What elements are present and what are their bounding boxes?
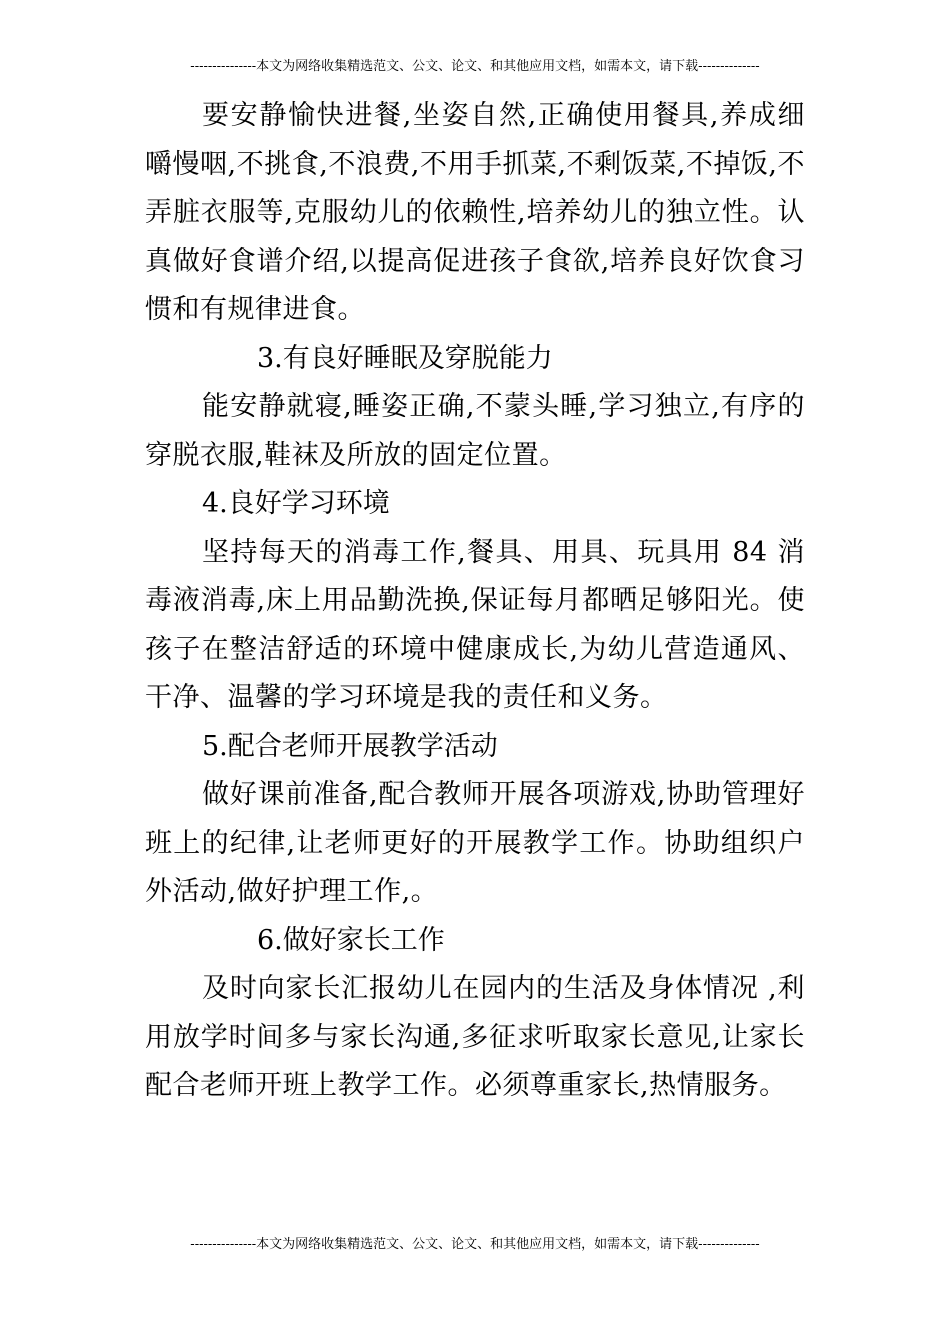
section-heading-teaching: 5.配合老师开展教学活动 [202,730,498,762]
paragraph-parents: 及时向家长汇报幼儿在园内的生活及身体情况 ,利用放学时间多与家长沟通,多征求听取家长意见,让家长配合老师开班上教学工作。必须尊重家长,热情服务。 [145,973,805,1101]
section-heading-environment: 4.良好学习环境 [202,488,390,519]
header-banner: ---------------本文为网络收集精选范文、公文、论文、和其他应用文档，如需本文，请下载-------------- [190,59,760,74]
paragraph-sleep: 能安静就寝,睡姿正确,不蒙头睡,学习独立,有序的穿脱衣服,鞋袜及所放的固定位置。 [145,391,805,471]
paragraph-teaching: 做好课前准备,配合教师开展各项游戏,协助管理好班上的纪律,让老师更好的开展教学工作。协助组织户外活动,做好护理工作,。 [145,779,805,907]
footer-banner: ---------------本文为网络收集精选范文、公文、论文、和其他应用文档，如需本文，请下载-------------- [190,1237,760,1252]
section-heading-sleep: 3.有良好睡眠及穿脱能力 [257,342,553,374]
document-body [145,92,805,1111]
paragraph-environment: 坚持每天的消毒工作,餐具、用具、玩具用 84 消毒液消毒,床上用品勤洗换,保证每月都晒足够阳光。使孩子在整洁舒适的环境中健康成长,为幼儿营造通风、干净、温馨的学习环境是我的责任和义务。 [145,536,805,713]
paragraph-dining-habits: 要安静愉快进餐,坐姿自然,正确使用餐具,养成细嚼慢咽,不挑食,不浪费,不用手抓菜,不剩饭菜,不掉饭,不弄脏衣服等,克服幼儿的依赖性,培养幼儿的独立性。认真做好食谱介绍,以提高促进孩子食欲,培养良好饮食习惯和有规律进食。 [145,100,805,325]
section-heading-parents: 6.做好家长工作 [257,924,445,956]
